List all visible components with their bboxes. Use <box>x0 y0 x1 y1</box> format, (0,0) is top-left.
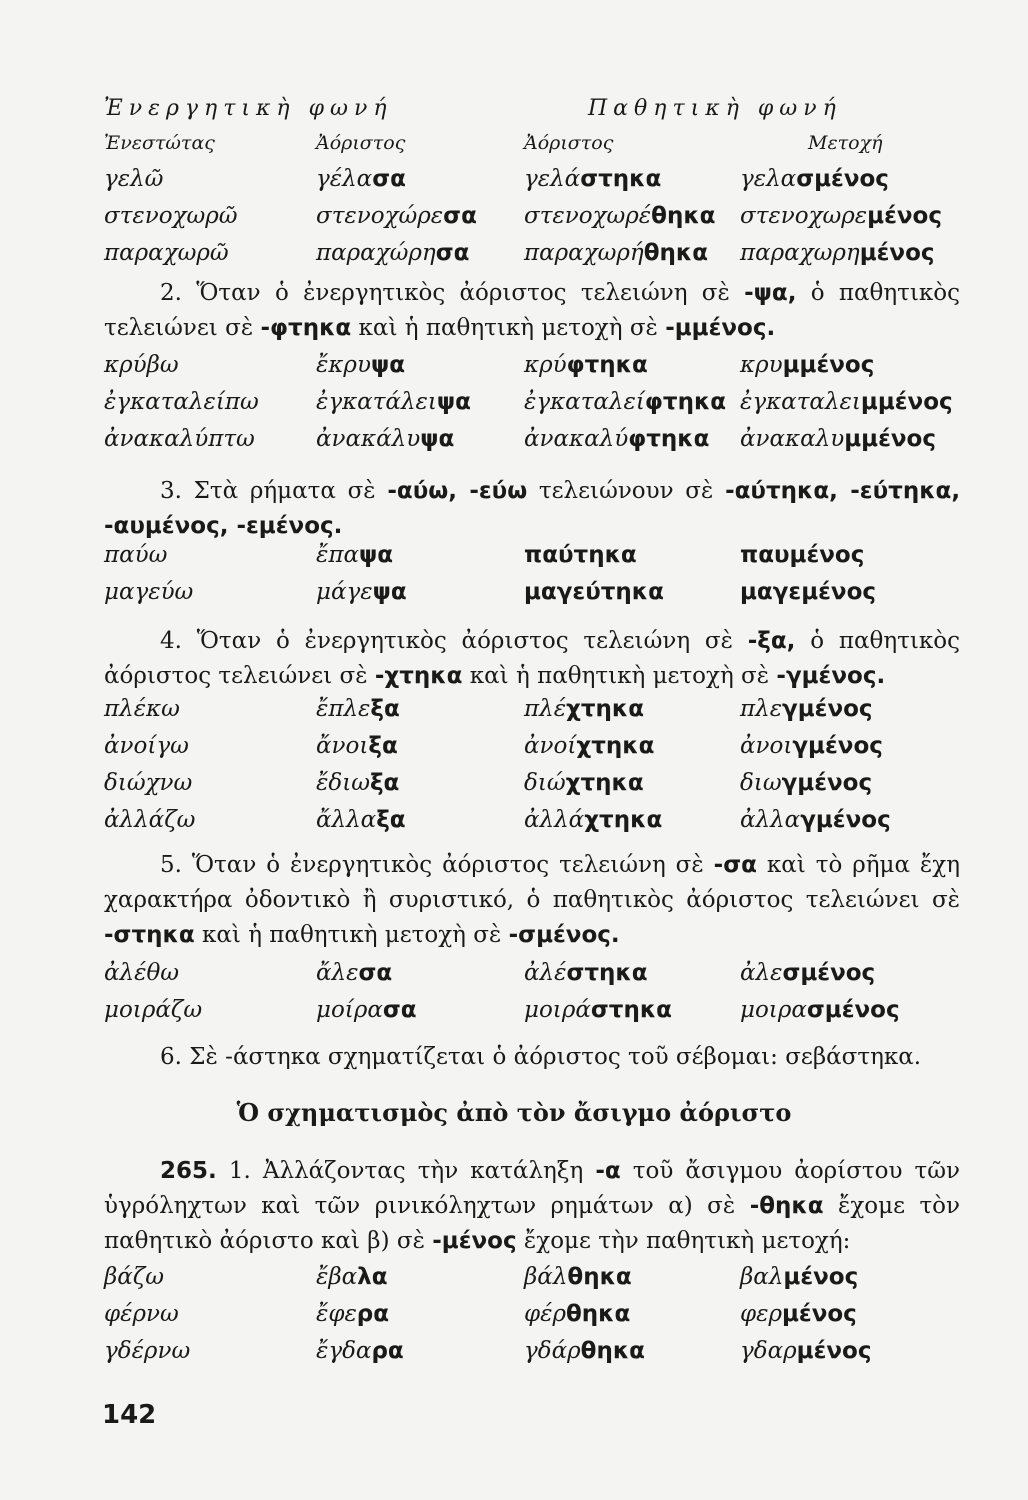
conjugation-row <box>104 1301 964 1335</box>
active-aorist-form: γέλασα <box>316 166 406 192</box>
active-aorist-form: ἔφερα <box>316 1301 390 1327</box>
para-number: 1. <box>228 1158 251 1184</box>
passive-participle-form: μοιρασμένος <box>740 997 900 1023</box>
ending: -μένος <box>432 1228 517 1254</box>
passive-aorist-form: ἀλλάχτηκα <box>524 807 663 833</box>
passive-participle-form: μαγεμένος <box>740 579 877 605</box>
para-text: καὶ ἡ παθητικὴ μετοχὴ σὲ <box>469 663 770 689</box>
passive-aorist-form: φέρθηκα <box>524 1301 631 1327</box>
present-form: μοιράζω <box>104 997 203 1023</box>
passive-participle-form: γελασμένος <box>740 166 889 192</box>
paragraph-5 <box>104 848 960 953</box>
active-aorist-form: ἄλλαξα <box>316 807 406 833</box>
conjugation-row <box>104 426 964 460</box>
conjugation-row <box>104 240 964 274</box>
ending: -αύω, -εύω <box>387 478 528 504</box>
present-form: ἐγκαταλείπω <box>104 389 259 415</box>
present-form: παραχωρῶ <box>104 240 229 266</box>
present-form: ἀλέθω <box>104 960 180 986</box>
present-form: πλέκω <box>104 696 180 722</box>
present-form: ἀλλάζω <box>104 807 196 833</box>
active-aorist-form: ἔπαψα <box>316 542 394 568</box>
paragraph-4 <box>104 624 960 694</box>
passive-aorist-form: ἀνακαλύφτηκα <box>524 426 710 452</box>
passive-aorist-form: ἀνοίχτηκα <box>524 733 655 759</box>
passive-aorist-form: διώχτηκα <box>524 770 644 796</box>
passive-participle-form: παυμένος <box>740 542 865 568</box>
ending: -χτηκα <box>374 663 463 689</box>
paragraph-2 <box>104 276 960 346</box>
active-aorist-form: στενοχώρεσα <box>316 203 477 229</box>
active-aorist-form: ἄνοιξα <box>316 733 398 759</box>
section-heading: Ὁ σχηματισμὸς ἀπὸ τὸν ἄσιγμο ἀόριστο <box>236 1098 792 1127</box>
present-form: γελῶ <box>104 166 164 192</box>
passive-aorist-form: πλέχτηκα <box>524 696 645 722</box>
passive-participle-form: ἀνοιγμένος <box>740 733 883 759</box>
para-number: 6. <box>160 1044 182 1070</box>
conjugation-row <box>104 770 964 804</box>
ending: -αύτηκα, -εύτηκα, -αυμένος, -εμένος. <box>104 478 961 539</box>
paragraph-3 <box>104 474 960 544</box>
conjugation-row <box>104 960 964 994</box>
para-text: Ὅταν ὁ ἐνεργητικὸς ἀόριστος τελειώνη σὲ <box>196 628 733 654</box>
conjugation-row <box>104 807 964 841</box>
para-number: 2. <box>160 280 182 306</box>
active-aorist-form: μοίρασα <box>316 997 417 1023</box>
para-number: 4. <box>160 628 182 654</box>
conjugation-row <box>104 389 964 423</box>
ending: -ψα, <box>744 280 797 306</box>
para-text: Ὅταν ὁ ἐνεργητικὸς ἀόριστος τελειώνη σὲ <box>191 852 704 878</box>
active-aorist-form: ἔβαλα <box>316 1264 388 1290</box>
para-number: 3. <box>160 478 182 504</box>
col-aorist-active-header: Ἀόριστος <box>316 132 406 154</box>
active-aorist-form: ἄλεσα <box>316 960 393 986</box>
col-present-header: Ἐνεστώτας <box>104 132 215 154</box>
para-text: Ἀλλάζοντας τὴν κατάληξη <box>262 1158 584 1184</box>
conjugation-row <box>104 1264 964 1298</box>
para-text: τελειώνουν σὲ <box>538 478 714 504</box>
passive-participle-form: διωγμένος <box>740 770 873 796</box>
ending: -στηκα <box>104 922 195 948</box>
passive-participle-form: ἀλεσμένος <box>740 960 876 986</box>
conjugation-row <box>104 997 964 1031</box>
page-number: 142 <box>102 1400 157 1430</box>
conjugation-row <box>104 542 964 576</box>
present-form: παύω <box>104 542 168 568</box>
passive-participle-form: βαλμένος <box>740 1264 859 1290</box>
para-number: 5. <box>160 852 182 878</box>
para-text: καὶ ἡ παθητικὴ μετοχὴ σὲ <box>201 922 502 948</box>
active-aorist-form: ἔδιωξα <box>316 770 400 796</box>
passive-aorist-form: ἀλέστηκα <box>524 960 648 986</box>
present-form: φέρνω <box>104 1301 179 1327</box>
passive-aorist-form: παραχωρήθηκα <box>524 240 709 266</box>
present-form: βάζω <box>104 1264 165 1290</box>
active-aorist-form: μάγεψα <box>316 579 407 605</box>
present-form: γδέρνω <box>104 1338 191 1364</box>
conjugation-row <box>104 733 964 767</box>
passive-aorist-form: στενοχωρέθηκα <box>524 203 716 229</box>
active-aorist-form: ἔγδαρα <box>316 1338 404 1364</box>
ending: -θηκα <box>749 1193 824 1219</box>
paragraph-6 <box>104 1040 960 1075</box>
conjugation-row <box>104 579 964 613</box>
section-number: 265. <box>160 1158 217 1184</box>
col-participle-header: Μετοχή <box>808 132 883 154</box>
passive-aorist-form: γδάρθηκα <box>524 1338 645 1364</box>
present-form: στενοχωρῶ <box>104 203 238 229</box>
passive-participle-form: γδαρμένος <box>740 1338 872 1364</box>
present-form: ἀνακαλύπτω <box>104 426 255 452</box>
para-text: καὶ ἡ παθητικὴ μετοχὴ σὲ <box>358 315 658 341</box>
passive-voice-header: Παθητικὴ φωνή <box>588 96 842 121</box>
passive-aorist-form: βάλθηκα <box>524 1264 632 1290</box>
para-text: ὁ παθητικὸς τελειώνει σὲ <box>104 280 961 341</box>
para-text: Σὲ -άστηκα σχηματίζεται ὁ ἀόριστος τοῦ σέβομαι: σεβάστηκα. <box>189 1044 922 1070</box>
para-text: Στὰ ρήματα σὲ <box>193 478 376 504</box>
para-text: ἔχομε τὸν παθητικὸ ἀόριστο καὶ β) σὲ <box>104 1193 961 1254</box>
paragraph-265 <box>104 1154 960 1259</box>
para-text: καὶ τὸ ρῆμα ἔχη χαρακτήρα ὀδοντικὸ ἢ συριστικό, ὁ παθητικὸς ἀόριστος τελειώνει σὲ <box>104 852 960 913</box>
ending: -γμένος. <box>776 663 886 689</box>
ending: -σμένος. <box>508 922 620 948</box>
passive-participle-form: κρυμμένος <box>740 352 875 378</box>
passive-aorist-form: μοιράστηκα <box>524 997 672 1023</box>
para-text: ἔχομε τὴν παθητικὴ μετοχή: <box>523 1228 851 1254</box>
conjugation-row <box>104 1338 964 1372</box>
passive-aorist-form: παύτηκα <box>524 542 637 568</box>
passive-participle-form: ἀνακαλυμμένος <box>740 426 936 452</box>
passive-participle-form: φερμένος <box>740 1301 857 1327</box>
active-voice-header: Ἐνεργητικὴ φωνή <box>104 96 393 121</box>
present-form: ἀνοίγω <box>104 733 189 759</box>
ending: -ξα, <box>747 628 796 654</box>
ending: -σα <box>713 852 757 878</box>
passive-aorist-form: μαγεύτηκα <box>524 579 664 605</box>
passive-aorist-form: γελάστηκα <box>524 166 662 192</box>
active-aorist-form: ἔπλεξα <box>316 696 400 722</box>
ending: -α <box>595 1158 621 1184</box>
passive-aorist-form: ἐγκαταλείφτηκα <box>524 389 727 415</box>
para-text: Ὅταν ὁ ἐνεργητικὸς ἀόριστος τελειώνη σὲ <box>196 280 730 306</box>
conjugation-row <box>104 696 964 730</box>
active-aorist-form: ἐγκατάλειψα <box>316 389 471 415</box>
conjugation-row <box>104 203 964 237</box>
para-text: ὁ παθητικὸς ἀόριστος τελειώνει σὲ <box>104 628 961 689</box>
ending: -μμένος. <box>665 315 776 341</box>
active-aorist-form: ἔκρυψα <box>316 352 405 378</box>
passive-participle-form: στενοχωρεμένος <box>740 203 942 229</box>
passive-participle-form: παραχωρημένος <box>740 240 935 266</box>
para-text: τοῦ ἄσιγμου ἀορίστου τῶν ὑγρόληχτων καὶ τῶν ρινικόληχτων ρημάτων α) σὲ <box>104 1158 961 1219</box>
active-aorist-form: παραχώρησα <box>316 240 470 266</box>
ending: -φτηκα <box>260 315 352 341</box>
col-aorist-passive-header: Ἀόριστος <box>524 132 614 154</box>
passive-aorist-form: κρύφτηκα <box>524 352 648 378</box>
present-form: μαγεύω <box>104 579 194 605</box>
passive-participle-form: ἐγκαταλειμμένος <box>740 389 953 415</box>
passive-participle-form: πλεγμένος <box>740 696 873 722</box>
present-form: κρύβω <box>104 352 179 378</box>
conjugation-row <box>104 166 964 200</box>
active-aorist-form: ἀνακάλυψα <box>316 426 455 452</box>
conjugation-row <box>104 352 964 386</box>
passive-participle-form: ἀλλαγμένος <box>740 807 891 833</box>
present-form: διώχνω <box>104 770 193 796</box>
